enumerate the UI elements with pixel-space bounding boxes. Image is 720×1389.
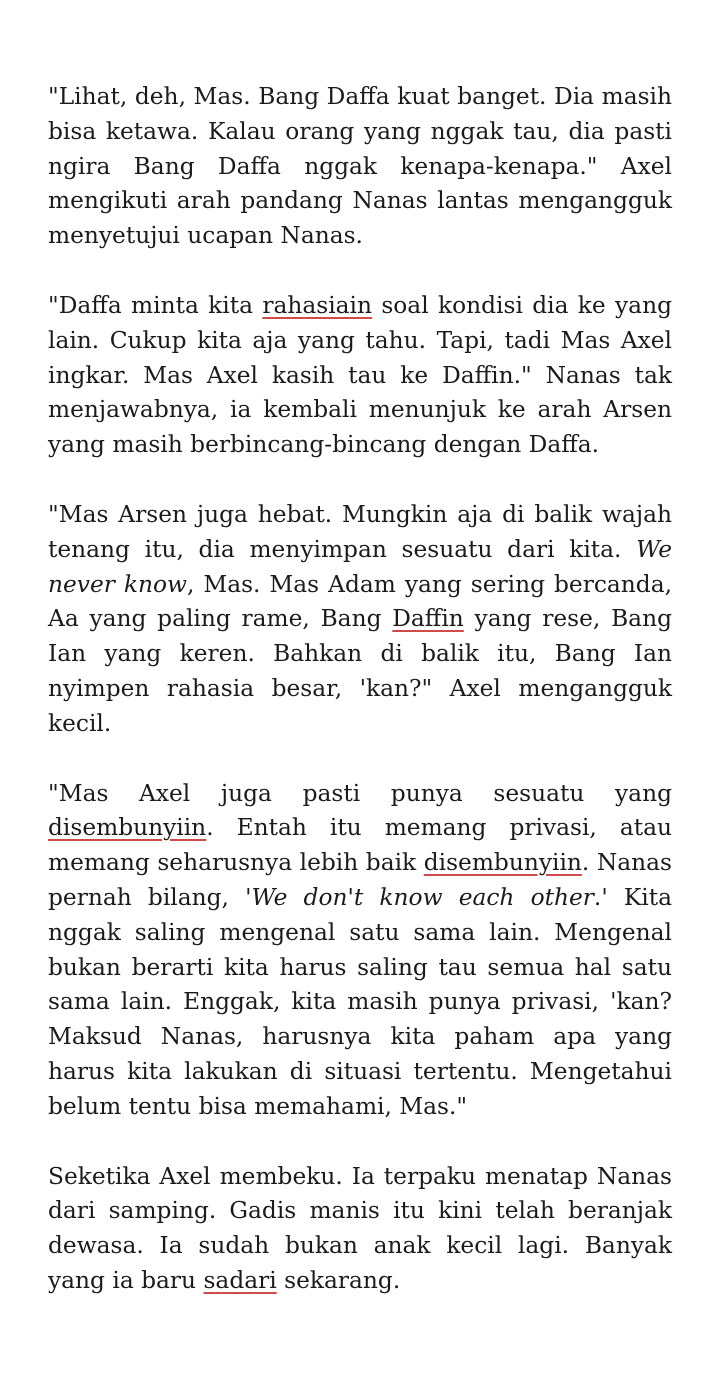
text-segment: yang rese, Bang Ian yang keren. Bahkan di balik itu, Bang Ian nyimpen rahasia besar, 'kan?" Axel mengangguk kecil. (48, 605, 672, 737)
italic-phrase: We never know (48, 535, 672, 598)
text-segment: "Lihat, deh, Mas. Bang Daffa kuat banget. Dia masih bisa ketawa. Kalau orang yang nggak tau, dia pasti ngira Bang Daffa nggak kenapa-kenapa." Axel mengikuti arah pandang Nanas lantas mengangguk menyetujui ucapan Nanas. (48, 83, 672, 250)
paragraph-1 (48, 80, 672, 254)
underlined-word[interactable]: rahasiain (262, 291, 372, 319)
text-segment: "Mas Arsen juga hebat. Mungkin aja di balik wajah tenang itu, dia menyimpan sesuatu dari kita. (48, 500, 672, 563)
text-segment: . Nanas pernah bilang, ' (48, 849, 672, 911)
underlined-word[interactable]: Daffin (392, 605, 464, 633)
text-segment: . Entah itu memang privasi, atau memang seharusnya lebih baik (48, 814, 672, 877)
text-segment: Seketika Axel membeku. Ia terpaku menatap Nanas dari samping. Gadis manis itu kini telah beranjak dewasa. Ia sudah bukan anak kecil lagi. Banyak yang ia baru (48, 1162, 672, 1294)
paragraph-4 (48, 777, 672, 1125)
paragraph-3 (48, 498, 672, 742)
paragraph-5 (48, 1160, 672, 1299)
chapter-text (48, 80, 672, 1334)
italic-phrase: We don't know each other (251, 883, 594, 911)
text-segment: "Daffa minta kita (48, 291, 263, 319)
text-segment: soal kondisi dia ke yang lain. Cukup kita aja yang tahu. Tapi, tadi Mas Axel ingkar. Mas Axel kasih tau ke Daffin." Nanas tak menjawabnya, ia kembali menunjuk ke arah Arsen yang masih berbincang-bincang dengan Daffa. (48, 291, 672, 459)
underlined-word[interactable]: sadari (203, 1266, 277, 1294)
paragraph-2 (48, 289, 672, 463)
underlined-word[interactable]: disembunyiin (48, 814, 207, 842)
text-segment: .' Kita nggak saling mengenal satu sama lain. Mengenal bukan berarti kita harus saling tau semua hal satu sama lain. Enggak, kita masih punya privasi, 'kan? Maksud Nanas, harusnya kita paham apa yang harus kita lakukan di situasi tertentu. Mengetahui belum tentu bisa memahami, Mas." (48, 883, 673, 1120)
text-segment: sekarang. (276, 1266, 401, 1294)
text-segment: "Mas Axel juga pasti punya sesuatu yang (48, 779, 672, 807)
text-segment: , Mas. Mas Adam yang sering bercanda, Aa yang paling rame, Bang (48, 570, 672, 633)
underlined-word[interactable]: disembunyiin (423, 849, 582, 877)
